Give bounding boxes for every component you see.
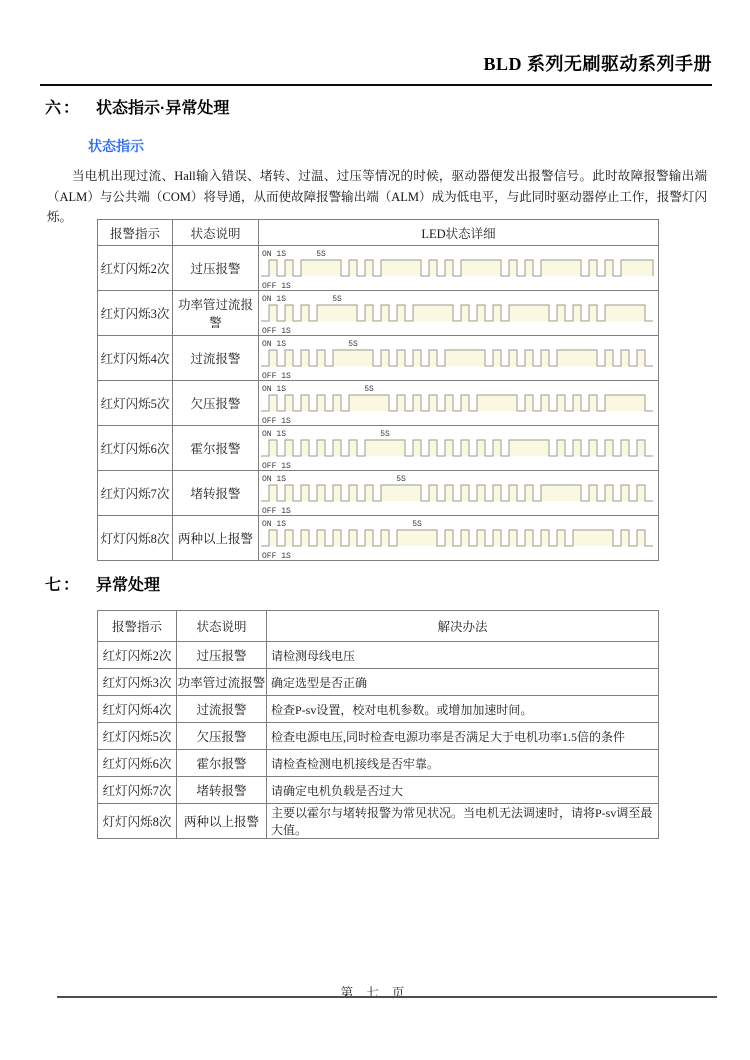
solution-table-row [98,804,659,839]
solution-table-row [98,642,659,669]
led-waveform [259,426,657,470]
alarm-status-cell: 过流报警 [173,336,259,381]
header-divider [40,84,712,86]
page-number: 第 七 页 [340,986,410,1000]
waveform-fill [261,395,653,411]
solution-cell: 检查电源电压,同时检查电源功率是否满足大于电机功率1.5倍的条件 [267,723,659,750]
alarm-status-cell: 两种以上报警 [177,804,267,839]
alarm-indicator-cell: 红灯闪烁2次 [98,642,177,669]
solution-table-row [98,750,659,777]
led-waveform-cell [259,426,659,471]
solution-cell: 检查P-sv设置，校对电机参数。或增加加速时间。 [267,696,659,723]
document-title: BLD 系列无刷驱动系列手册 [483,54,712,74]
led-waveform-cell [259,471,659,516]
wave-on-label: ON 1S [262,430,287,439]
column-header: LED状态详细 [259,220,659,246]
solution-cell: 确定选型是否正确 [267,669,659,696]
alarm-indicator-cell: 红灯闪烁6次 [98,426,173,471]
alarm-status-cell: 霍尔报警 [177,750,267,777]
wave-off-label: OFF 1S [262,462,291,470]
wave-off-label: OFF 1S [262,372,291,380]
footer-divider [57,996,717,998]
section-6-heading [45,95,229,118]
solution-cell: 请检查检测电机接线是否牢靠。 [267,750,659,777]
column-header: 状态说明 [177,611,267,642]
alarm-indicator-cell: 灯灯闪烁8次 [98,516,173,561]
led-table-row [98,336,659,381]
wave-on-label: ON 1S [262,250,287,259]
section-7-title: 异常处理 [96,577,161,594]
alarm-status-cell: 过流报警 [177,696,267,723]
led-status-table [97,219,659,561]
column-header: 报警指示 [98,611,177,642]
wave-off-label: OFF 1S [262,417,291,425]
led-table-row [98,291,659,336]
alarm-status-cell: 功率管过流报警 [173,291,259,336]
column-header: 状态说明 [173,220,259,246]
column-header: 报警指示 [98,220,173,246]
solution-cell: 请确定电机负载是否过大 [267,777,659,804]
waveform-fill [261,485,653,501]
led-table-body [98,246,659,561]
led-waveform [259,516,657,560]
led-waveform-cell [259,246,659,291]
wave-on-label: ON 1S [262,520,287,529]
led-table-row [98,381,659,426]
solution-table-row [98,696,659,723]
alarm-status-cell: 功率管过流报警 [177,669,267,696]
waveform-fill [261,530,653,546]
wave-pause-label: 5S [332,295,342,304]
solution-table-body [98,642,659,839]
alarm-indicator-cell: 红灯闪烁6次 [98,750,177,777]
alarm-status-cell: 堵转报警 [177,777,267,804]
led-table-row [98,516,659,561]
wave-on-label: ON 1S [262,295,287,304]
alarm-status-cell: 过压报警 [177,642,267,669]
column-header: 解决办法 [267,611,659,642]
wave-on-label: ON 1S [262,340,287,349]
alarm-status-cell: 欠压报警 [177,723,267,750]
waveform-fill [261,350,653,366]
section-7-heading [45,572,160,595]
led-table-row [98,246,659,291]
alarm-indicator-cell: 红灯闪烁3次 [98,291,173,336]
header-row [98,611,659,642]
wave-on-label: ON 1S [262,385,287,394]
solution-table [97,610,659,839]
waveform-fill [261,260,653,276]
alarm-status-cell: 霍尔报警 [173,426,259,471]
alarm-indicator-cell: 红灯闪烁2次 [98,246,173,291]
led-waveform [259,336,657,380]
led-table-row [98,426,659,471]
led-waveform-cell [259,516,659,561]
led-waveform [259,291,657,335]
section-6-title: 状态指示·异常处理 [96,100,230,117]
wave-pause-label: 5S [396,475,406,484]
section-7-number: 七： [45,577,82,594]
solution-table-row [98,669,659,696]
led-waveform [259,381,657,425]
header-row [98,220,659,246]
wave-off-label: OFF 1S [262,552,291,560]
waveform-fill [261,440,653,456]
led-table-header [98,220,659,246]
solution-cell: 请检测母线电压 [267,642,659,669]
led-waveform-cell [259,381,659,426]
alarm-status-cell: 两种以上报警 [173,516,259,561]
alarm-indicator-cell: 红灯闪烁7次 [98,777,177,804]
alarm-indicator-cell: 红灯闪烁5次 [98,723,177,750]
solution-cell: 主要以霍尔与堵转报警为常见状况。当电机无法调速时，请将P-sv调至最大值。 [267,804,659,839]
alarm-indicator-cell: 灯灯闪烁8次 [98,804,177,839]
wave-pause-label: 5S [348,340,358,349]
led-table-row [98,471,659,516]
wave-pause-label: 5S [380,430,390,439]
wave-pause-label: 5S [412,520,422,529]
solution-table-header [98,611,659,642]
alarm-status-cell: 欠压报警 [173,381,259,426]
alarm-indicator-cell: 红灯闪烁4次 [98,336,173,381]
alarm-indicator-cell: 红灯闪烁7次 [98,471,173,516]
alarm-status-cell: 过压报警 [173,246,259,291]
wave-on-label: ON 1S [262,475,287,484]
led-waveform-cell [259,336,659,381]
alarm-indicator-cell: 红灯闪烁3次 [98,669,177,696]
wave-off-label: OFF 1S [262,282,291,290]
solution-table-row [98,777,659,804]
alarm-description-paragraph: 当电机出现过流、Hall输入错误、堵转、过温、过压等情况的时候，驱动器便发出报警信号。此时故障报警输出端（ALM）与公共端（COM）将导通，从而使故障报警输出端（ALM）成为低电平，与此同时驱动器停止工作，报警灯闪烁。 [47,169,707,224]
section-6-number: 六： [45,100,82,117]
alarm-indicator-cell: 红灯闪烁4次 [98,696,177,723]
wave-off-label: OFF 1S [262,507,291,515]
led-waveform-cell [259,291,659,336]
alarm-status-cell: 堵转报警 [173,471,259,516]
wave-off-label: OFF 1S [262,327,291,335]
solution-table-row [98,723,659,750]
status-indication-subheading: 状态指示 [88,138,144,154]
alarm-indicator-cell: 红灯闪烁5次 [98,381,173,426]
led-waveform [259,246,657,290]
wave-pause-label: 5S [364,385,374,394]
waveform-fill [261,305,653,321]
wave-pause-label: 5S [316,250,326,259]
led-waveform [259,471,657,515]
